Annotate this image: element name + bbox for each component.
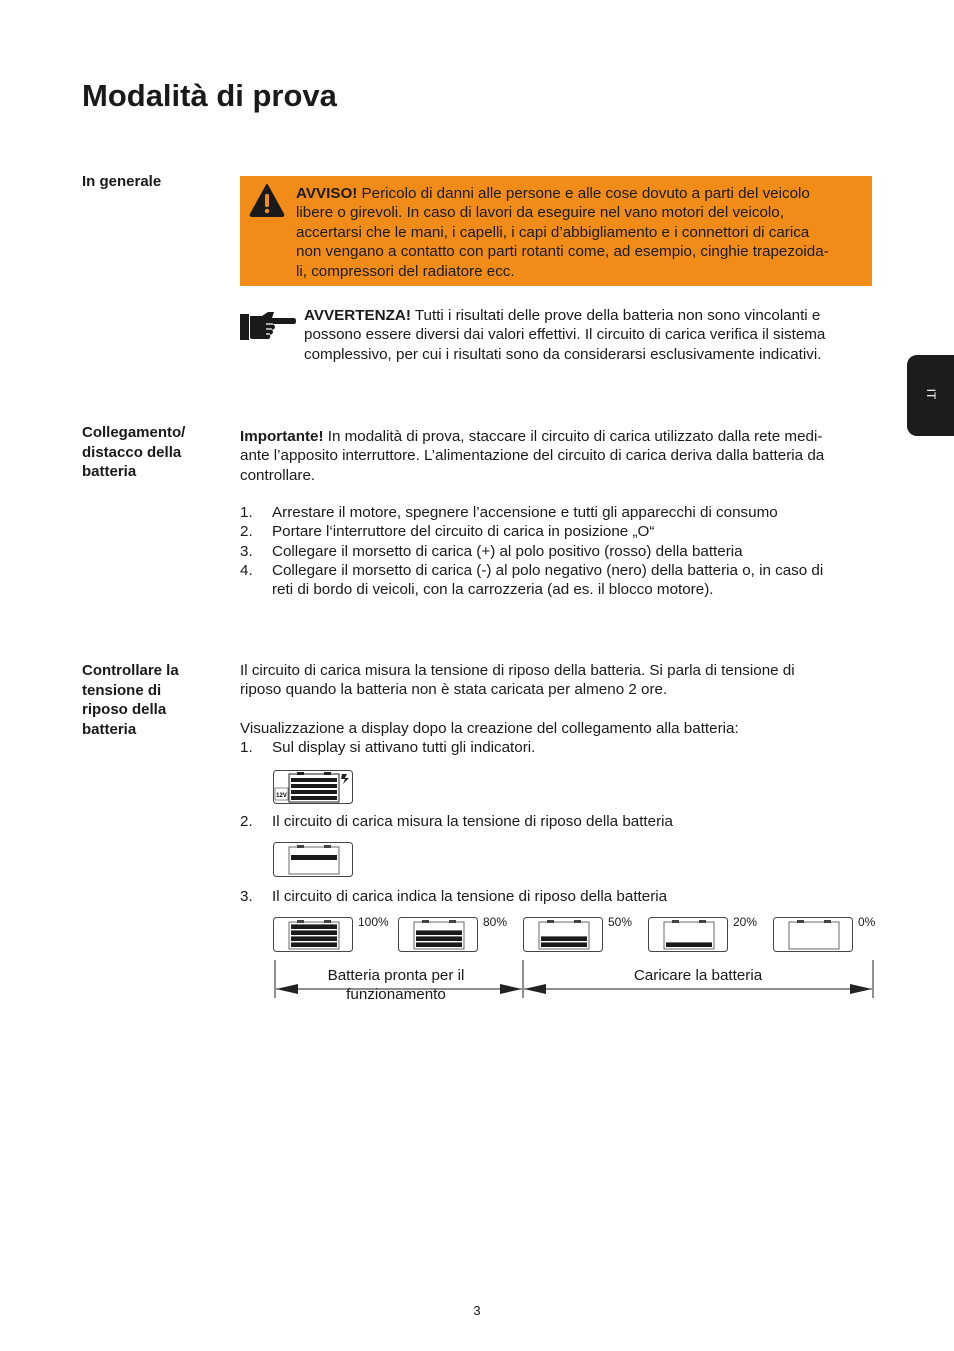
list-text: Portare l‘interruttore del circuito di carica in posizione „O“ — [272, 523, 655, 540]
label-line: Batteria pronta per il — [327, 967, 465, 984]
heading-line: batteria — [82, 463, 137, 480]
battery-level-label: 0% — [858, 915, 876, 929]
language-tab-label: IT — [924, 388, 938, 400]
heading-line: tensione di — [82, 681, 162, 699]
note-text — [304, 306, 869, 364]
range-ready-label — [276, 966, 516, 1005]
battery-outline — [289, 922, 339, 949]
battery-terminal — [672, 920, 679, 923]
battery-level-display — [398, 917, 479, 953]
list-number: 1. — [240, 739, 253, 756]
note-line: Tutti i risultati delle prove della batteria non sono vincolanti e — [410, 307, 821, 324]
list-text: Arrestare il motore, spegnere l’accensione e tutti gli apparecchi di consumo — [272, 504, 778, 521]
list-item — [240, 812, 870, 832]
list-number: 2. — [240, 523, 253, 540]
list-item — [240, 887, 870, 907]
intro-paragraph — [240, 661, 870, 700]
list-number: 3. — [240, 543, 253, 560]
voltage-label: 12V — [276, 793, 287, 799]
battery-level-label: 20% — [733, 915, 758, 929]
display-frame — [524, 918, 603, 952]
battery-level-bar — [291, 942, 337, 947]
list-text-line: Collegare il morsetto di carica (-) al polo negativo (nero) della batteria o, in caso di — [272, 562, 824, 579]
battery-level-label: 50% — [608, 915, 633, 929]
display-intro: Visualizzazione a display dopo la creazione del collegamento alla batteria: — [240, 720, 739, 737]
battery-level-display — [523, 917, 604, 953]
paragraph-line: ante l’apposito interruttore. L’alimentazione del circuito di carica deriva dalla batteria da — [240, 447, 825, 465]
battery-terminal — [449, 920, 456, 923]
battery-level-bar — [291, 936, 337, 941]
arrow-left-icon — [524, 984, 546, 994]
battery-level-label: 80% — [483, 915, 508, 929]
section-heading-test — [82, 661, 232, 739]
battery-terminal — [547, 920, 554, 923]
battery-terminal — [824, 920, 831, 923]
warning-line: Pericolo di danni alle persone e alle cose dovuto a parti del veicolo — [357, 185, 810, 202]
warning-line: non vengano a contatto con parti rotanti come, ad esempio, cinghie trapezoida- — [296, 243, 829, 261]
battery-level-bar — [541, 942, 587, 947]
note-label: AVVERTENZA! — [304, 307, 411, 324]
range-charge-label: Caricare la batteria — [633, 967, 763, 984]
list-text: Il circuito di carica indica la tensione di riposo della batteria — [272, 888, 668, 905]
warning-label: AVVISO! — [296, 185, 358, 202]
paragraph-line: Il circuito di carica misura la tensione di riposo della batteria. Si parla di tensione di — [240, 662, 795, 679]
important-paragraph — [240, 427, 870, 485]
note-line: complessivo, per cui i risultati sono da considerarsi esclusivamente indicativi. — [304, 345, 822, 363]
battery-level-bar — [416, 942, 462, 947]
list-text — [272, 561, 872, 600]
display-frame — [649, 918, 728, 952]
paragraph-line: In modalità di prova, staccare il circuito di carica utilizzato dalla rete medi- — [323, 428, 823, 445]
battery-level-bar — [666, 942, 712, 947]
display-measuring — [273, 842, 354, 878]
list-text: Collegare il morsetto di carica (+) al polo positivo (rosso) della batteria — [272, 543, 743, 560]
battery-level-label: 100% — [358, 915, 389, 929]
section-heading-connect — [82, 423, 232, 482]
display-frame — [274, 918, 353, 952]
language-tab[interactable] — [907, 355, 954, 436]
battery-outline — [789, 922, 839, 949]
battery-outline — [664, 922, 714, 949]
paragraph-line: riposo quando la batteria non è stata caricata per almeno 2 ore. — [240, 681, 668, 699]
heading-line: Collegamento/ — [82, 424, 186, 441]
battery-level-bar — [416, 930, 462, 935]
list-text: Sul display si attivano tutti gli indicatori. — [272, 739, 536, 756]
list-number: 1. — [240, 504, 253, 521]
label-line: funzionamento — [346, 986, 446, 1004]
list-item — [240, 522, 870, 542]
display-frame — [399, 918, 478, 952]
display-all-indicators — [273, 770, 354, 805]
important-label: Importante! — [240, 428, 324, 445]
battery-outline — [414, 922, 464, 949]
heading-line: distacco della — [82, 443, 182, 461]
battery-terminal — [699, 920, 706, 923]
list-item — [240, 542, 870, 562]
list-item — [240, 738, 870, 758]
battery-level-bar — [541, 936, 587, 941]
battery-level-bar — [416, 936, 462, 941]
heading-line: batteria — [82, 720, 137, 738]
pointing-hand-icon — [240, 310, 296, 342]
warning-line: li, compressori del radiatore ecc. — [296, 262, 515, 280]
battery-outline — [539, 922, 589, 949]
paragraph-line: controllare. — [240, 466, 316, 484]
page-number: 3 — [473, 1303, 481, 1318]
warning-triangle-icon — [249, 183, 285, 217]
list-item — [240, 503, 870, 523]
battery-level-display — [773, 917, 854, 953]
list-text: Il circuito di carica misura la tensione di riposo della batteria — [272, 813, 673, 830]
battery-level-bar — [291, 924, 337, 929]
page-title: Modalità di prova — [82, 78, 337, 113]
battery-terminal — [797, 920, 804, 923]
display-frame — [774, 918, 853, 952]
battery-level-bar — [291, 930, 337, 935]
warning-line: libere o girevoli. In caso di lavori da eseguire nel vano motori del veicolo, — [296, 204, 784, 222]
battery-level-display — [273, 917, 354, 953]
battery-level-display — [648, 917, 729, 953]
battery-terminal — [574, 920, 581, 923]
section-heading-general: In generale — [82, 173, 162, 190]
battery-terminal — [422, 920, 429, 923]
heading-line: Controllare la — [82, 662, 179, 679]
battery-terminal — [324, 920, 331, 923]
warning-line: accertarsi che le mani, i capelli, i capi d’abbigliamento e i connettori di carica — [296, 223, 810, 241]
note-line: possono essere diversi dai valori effettivi. Il circuito di carica verifica il sistema — [304, 326, 826, 344]
list-number: 3. — [240, 888, 253, 905]
list-number: 2. — [240, 813, 253, 830]
warning-text — [296, 184, 866, 281]
arrow-right-icon — [850, 984, 872, 994]
battery-terminal — [297, 920, 304, 923]
heading-line: riposo della — [82, 701, 167, 718]
list-text-line: reti di bordo di veicoli, con la carrozzeria (ad es. il blocco motore). — [272, 581, 714, 599]
list-item — [240, 561, 870, 601]
list-number: 4. — [240, 562, 253, 579]
